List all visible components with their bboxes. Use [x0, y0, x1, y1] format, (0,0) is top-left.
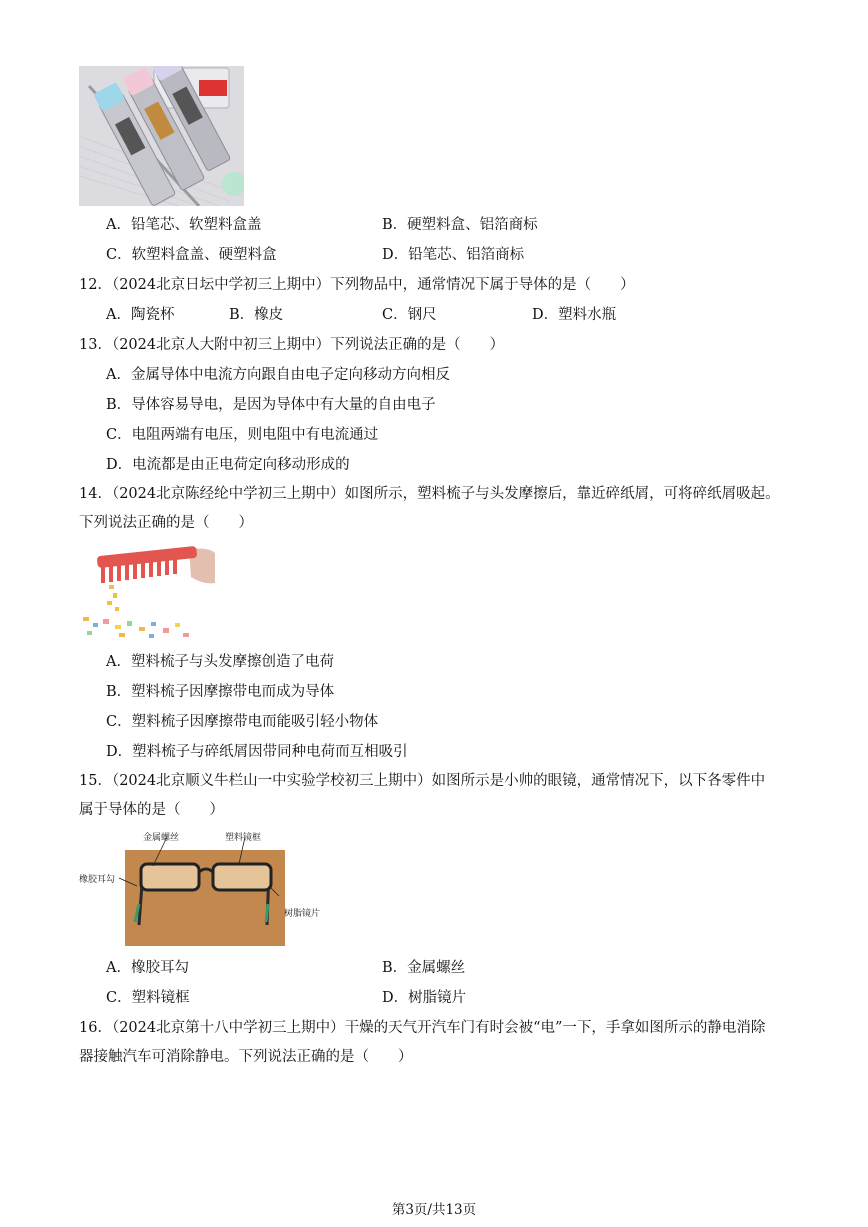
q11-option-a: A．铅笔芯、软塑料盒盖	[106, 217, 262, 233]
q14-stem-line1: 14．（2024北京陈经纶中学初三上期中）如图所示，塑料梳子与头发摩擦后，靠近碎纸屑，可将碎纸屑吸起。	[79, 486, 780, 502]
q15-stem-line1: 15．（2024北京顺义牛栏山一中实验学校初三上期中）如图所示是小帅的眼镜，通常情况下，以下各零件中	[79, 773, 766, 789]
q13-option-c: C．电阻两端有电压，则电阻中有电流通过	[106, 427, 379, 443]
label-resin-lens: 树脂镜片	[284, 909, 321, 919]
page-number: 第3页/共13页	[391, 1202, 477, 1218]
q15-stem-line2: 属于导体的是（ ）	[79, 802, 224, 818]
q14-option-a: A．塑料梳子与头发摩擦创造了电荷	[106, 654, 334, 670]
q15-option-c: C．塑料镜框	[106, 990, 190, 1006]
q12-stem: 12．（2024北京日坛中学初三上期中）下列物品中，通常情况下属于导体的是（ ）	[79, 277, 635, 293]
q12-option-c: C．钢尺	[382, 307, 437, 323]
q15-option-d: D．树脂镜片	[382, 990, 467, 1006]
q11-option-b: B．硬塑料盒、铝箔商标	[382, 217, 538, 233]
q15-option-b: B．金属螺丝	[382, 960, 466, 976]
q14-option-b: B．塑料梳子因摩擦带电而成为导体	[106, 684, 335, 700]
glasses-image	[79, 830, 369, 950]
q15-option-a: A．橡胶耳勾	[106, 960, 189, 976]
q13-stem: 13．（2024北京人大附中初三上期中）下列说法正确的是（ ）	[79, 337, 505, 353]
q13-option-a: A．金属导体中电流方向跟自由电子定向移动方向相反	[106, 367, 450, 383]
q12-option-d: D．塑料水瓶	[532, 307, 617, 323]
pencil-lead-image	[79, 66, 244, 206]
q12-option-b: B．橡皮	[229, 307, 284, 323]
label-plastic-frame: 塑料镜框	[225, 833, 262, 843]
q14-option-c: C．塑料梳子因摩擦带电而能吸引轻小物体	[106, 714, 379, 730]
q16-stem-line1: 16．（2024北京第十八中学初三上期中）干燥的天气开汽车门有时会被“电”一下，手拿如图所示的静电消除	[79, 1020, 766, 1036]
label-metal-screw: 金属螺丝	[143, 833, 180, 843]
q12-option-a: A．陶瓷杯	[106, 307, 175, 323]
q11-option-c: C．软塑料盒盖、硬塑料盒	[106, 247, 277, 263]
label-rubber-hook: 橡胶耳勾	[79, 875, 116, 885]
q14-stem-line2: 下列说法正确的是（ ）	[79, 515, 253, 531]
q13-option-b: B．导体容易导电，是因为导体中有大量的自由电子	[106, 397, 436, 413]
q13-option-d: D．电流都是由正电荷定向移动形成的	[106, 457, 350, 473]
q16-stem-line2: 器接触汽车可消除静电。下列说法正确的是（ ）	[79, 1049, 413, 1065]
q14-option-d: D．塑料梳子与碎纸屑因带同种电荷而互相吸引	[106, 744, 408, 760]
comb-image	[79, 543, 215, 641]
q11-option-d: D．铅笔芯、铝箔商标	[382, 247, 525, 263]
